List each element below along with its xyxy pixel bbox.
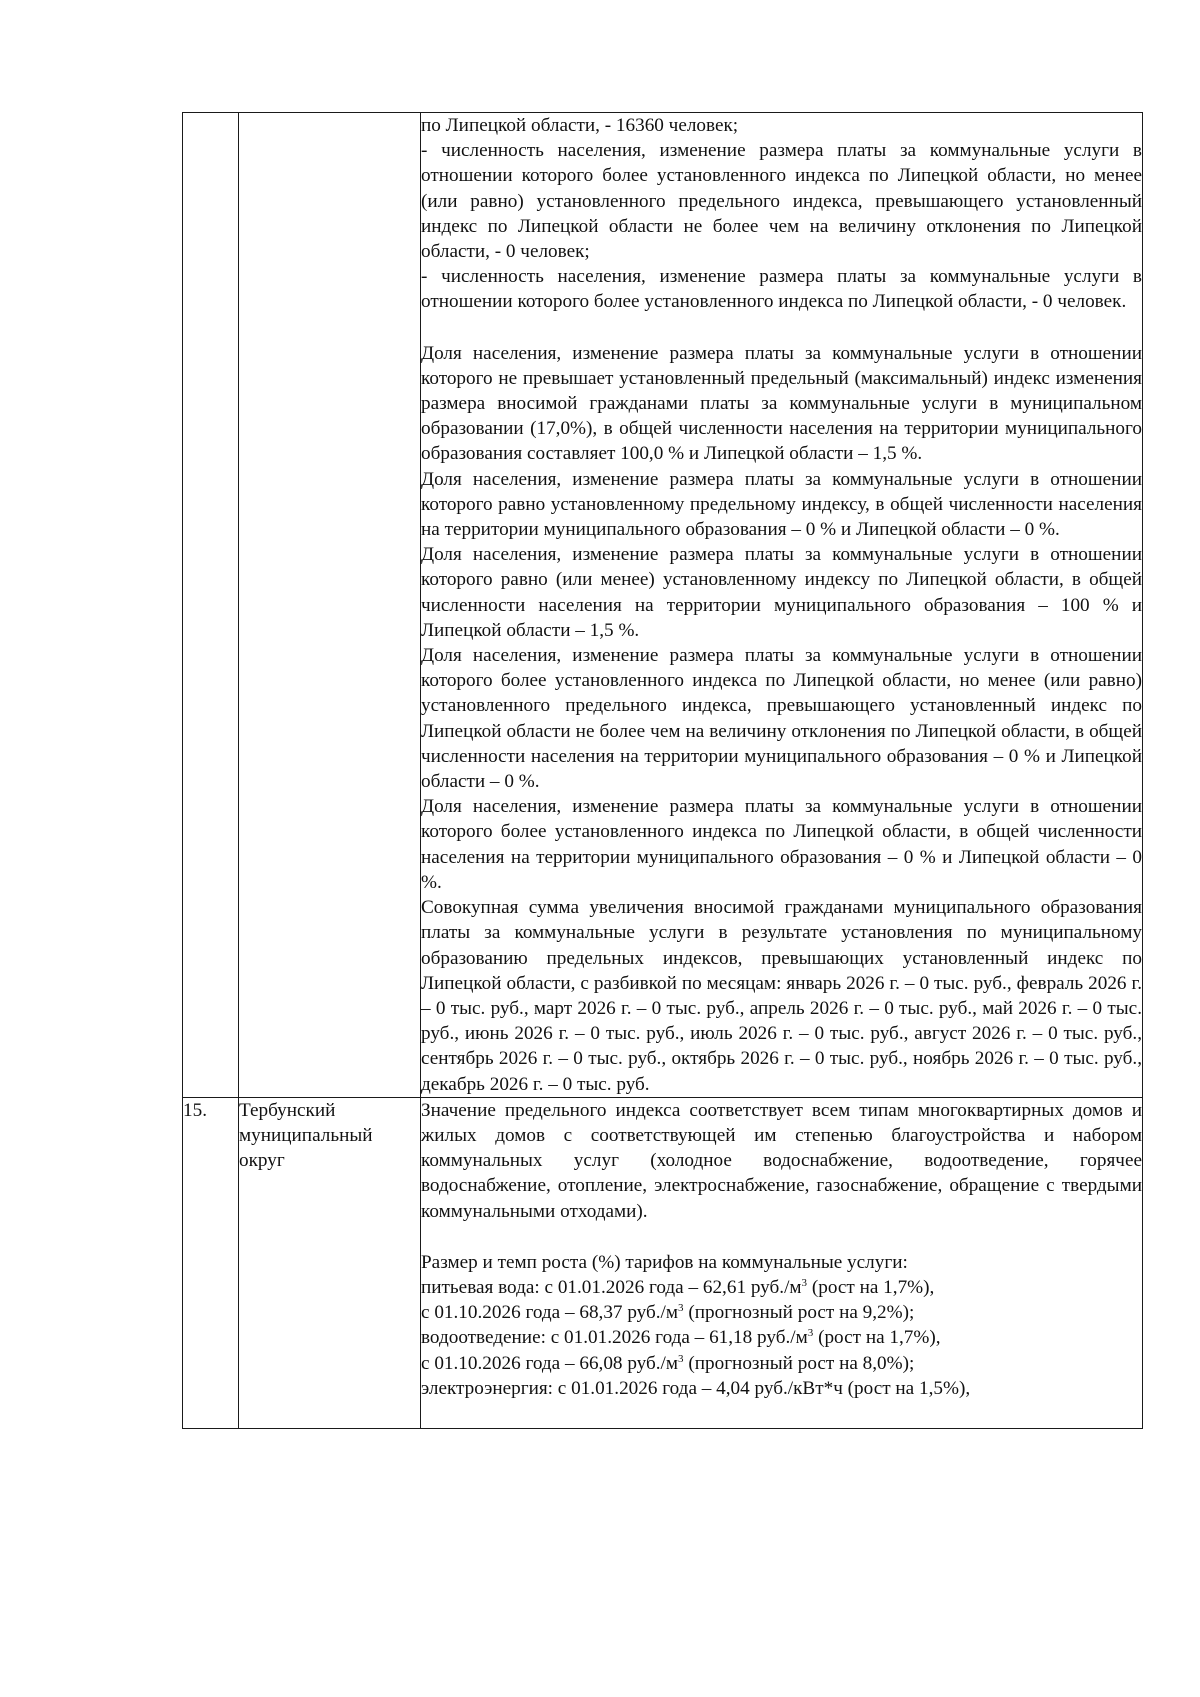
paragraph: по Липецкой области, - 16360 человек; [421,115,739,136]
document-table [182,112,1143,1429]
tariffs-heading: Размер и темп роста (%) тарифов на коммунальные услуги: [421,1251,908,1273]
table-row [183,113,1143,1098]
row-number-cell: 15. [183,1097,239,1428]
municipality-name-cell: Тербунский муниципальный округ [239,1097,421,1428]
table-row [183,1097,1143,1428]
paragraph: Доля населения, изменение размера платы за коммунальные услуги в отношении которого более установленного индекса по Липецкой области, но менее (или равно) установленного предельного индекса, превышающего установленный индекс по Липецкой области не более чем на величину отклонения по Липецкой области, в общей численности населения на территории муниципального образования – 0 % и Липецкой области – 0 %. [421,645,1142,793]
paragraph-spacer [421,315,1142,341]
row-number-cell [183,113,239,1098]
tariff-line: с 01.10.2026 года – 68,37 $руб./м^3$ (прогнозный рост на 9,2%); [421,1302,915,1324]
description-cell [421,1097,1143,1428]
paragraph: - численность населения, изменение размера платы за коммунальные услуги в отношении которого более установленного индекса по Липецкой области, - 0 человек. [421,266,1142,313]
tariff-line: с 01.10.2026 года – 66,08 $руб./м^3$ (прогнозный рост на 8,0%); [421,1352,915,1374]
municipality-name-cell [239,113,421,1098]
paragraph-spacer [421,1224,1142,1250]
description-cell [421,113,1143,1098]
tariff-line: питьевая вода: с 01.01.2026 года – 62,61 $руб./м^3$ (рост на 1,7%), [421,1276,935,1298]
paragraph: Доля населения, изменение размера платы за коммунальные услуги в отношении которого не превышает установленный предельный (максимальный) индекс изменения размера вносимой гражданами платы за коммунальные услуги в муниципальном образовании (17,0%), в общей численности населения на территории муниципального образования составляет 100,0 % и Липецкой области – 1,5 %. [421,342,1142,465]
tariff-line: электроэнергия: с 01.01.2026 года – 4,04 руб./кВт*ч (рост на 1,5%), [421,1377,971,1399]
paragraph: - численность населения, изменение размера платы за коммунальные услуги в отношении которого более установленного индекса по Липецкой области, но менее (или равно) установленного предельного индекса, превышающего установленный индекс по Липецкой области не более чем на величину отклонения по Липецкой области, - 0 человек; [421,140,1142,263]
paragraph: Совокупная сумма увеличения вносимой гражданами муниципального образования платы за коммунальные услуги в результате установления по муниципальному образованию предельных индексов, превышающих установленный индекс по Липецкой области, с разбивкой по месяцам: январь 2026 г. – 0 тыс. руб., февраль 2026 г. – 0 тыс. руб., март 2026 г. – 0 тыс. руб., апрель 2026 г. – 0 тыс. руб., май 2026 г. – 0 тыс. руб., июнь 2026 г. – 0 тыс. руб., июль 2026 г. – 0 тыс. руб., август 2026 г. – 0 тыс. руб., сентябрь 2026 г. – 0 тыс. руб., октябрь 2026 г. – 0 тыс. руб., ноябрь 2026 г. – 0 тыс. руб., декабрь 2026 г. – 0 тыс. руб. [421,897,1142,1095]
paragraph: Доля населения, изменение размера платы за коммунальные услуги в отношении которого равно (или менее) установленному индексу по Липецкой области, в общей численности населения на территории муниципального образования – 100 % и Липецкой области – 1,5 %. [421,544,1142,641]
paragraph: Значение предельного индекса соответствует всем типам многоквартирных домов и жилых домов с соответствующей им степенью благоустройства и набором коммунальных услуг (холодное водоснабжение, водоотведение, горячее водоснабжение, отопление, электроснабжение, газоснабжение, обращение с твердыми коммунальными отходами). [421,1099,1142,1222]
tariff-line: водоотведение: с 01.01.2026 года – 61,18 $руб./м^3$ (рост на 1,7%), [421,1327,941,1349]
paragraph: Доля населения, изменение размера платы за коммунальные услуги в отношении которого более установленного индекса по Липецкой области, в общей численности населения на территории муниципального образования – 0 % и Липецкой области – 0 %. [421,796,1142,893]
paragraph: Доля населения, изменение размера платы за коммунальные услуги в отношении которого равно установленному предельному индексу, в общей численности населения на территории муниципального образования – 0 % и Липецкой области – 0 %. [421,468,1142,541]
